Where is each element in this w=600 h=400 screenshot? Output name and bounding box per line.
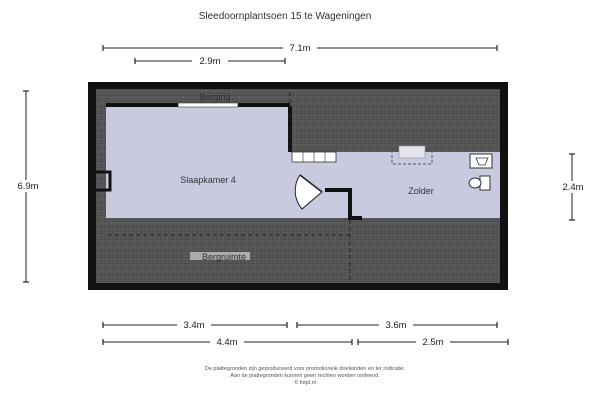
- disclaimer-footer: [0, 366, 600, 387]
- dimension-bottom-left-outer: 4.4m: [216, 337, 238, 348]
- sink-icon: [470, 154, 492, 168]
- toilet-icon: [469, 176, 490, 190]
- dimension-height-right: 2.4m: [562, 182, 584, 193]
- dimension-top-partial: 2.9m: [199, 56, 221, 67]
- dimension-bottom-right-inner: 3.6m: [385, 320, 407, 331]
- room-label-bergruimte: Bergruimte: [201, 252, 247, 262]
- disclaimer-line-2: Aan de plattegronden kunnen geen rechten worden ontleend.: [230, 373, 380, 379]
- room-label-slaapkamer: Slaapkamer 4: [180, 175, 236, 185]
- dimension-bottom-left-inner: 3.4m: [183, 320, 205, 331]
- dimension-height-left: 6.9m: [17, 181, 39, 192]
- window: [178, 103, 238, 107]
- copyright-line: © fotpl.nl: [294, 380, 316, 386]
- page-title: Sleedoornplantsoen 15 te Wageningen: [198, 11, 372, 22]
- room-label-zolder: Zolder: [408, 186, 434, 196]
- room-label-berging: Berging: [199, 92, 231, 102]
- dimension-bottom-right-outer: 2.5m: [422, 337, 444, 348]
- staircase-icon: [292, 152, 336, 162]
- disclaimer-line-1: De plattegronden zijn geproduceerd voor promotionele doeleinden en ter indicatie.: [204, 366, 406, 372]
- dimension-total-width: 7.1m: [289, 43, 311, 54]
